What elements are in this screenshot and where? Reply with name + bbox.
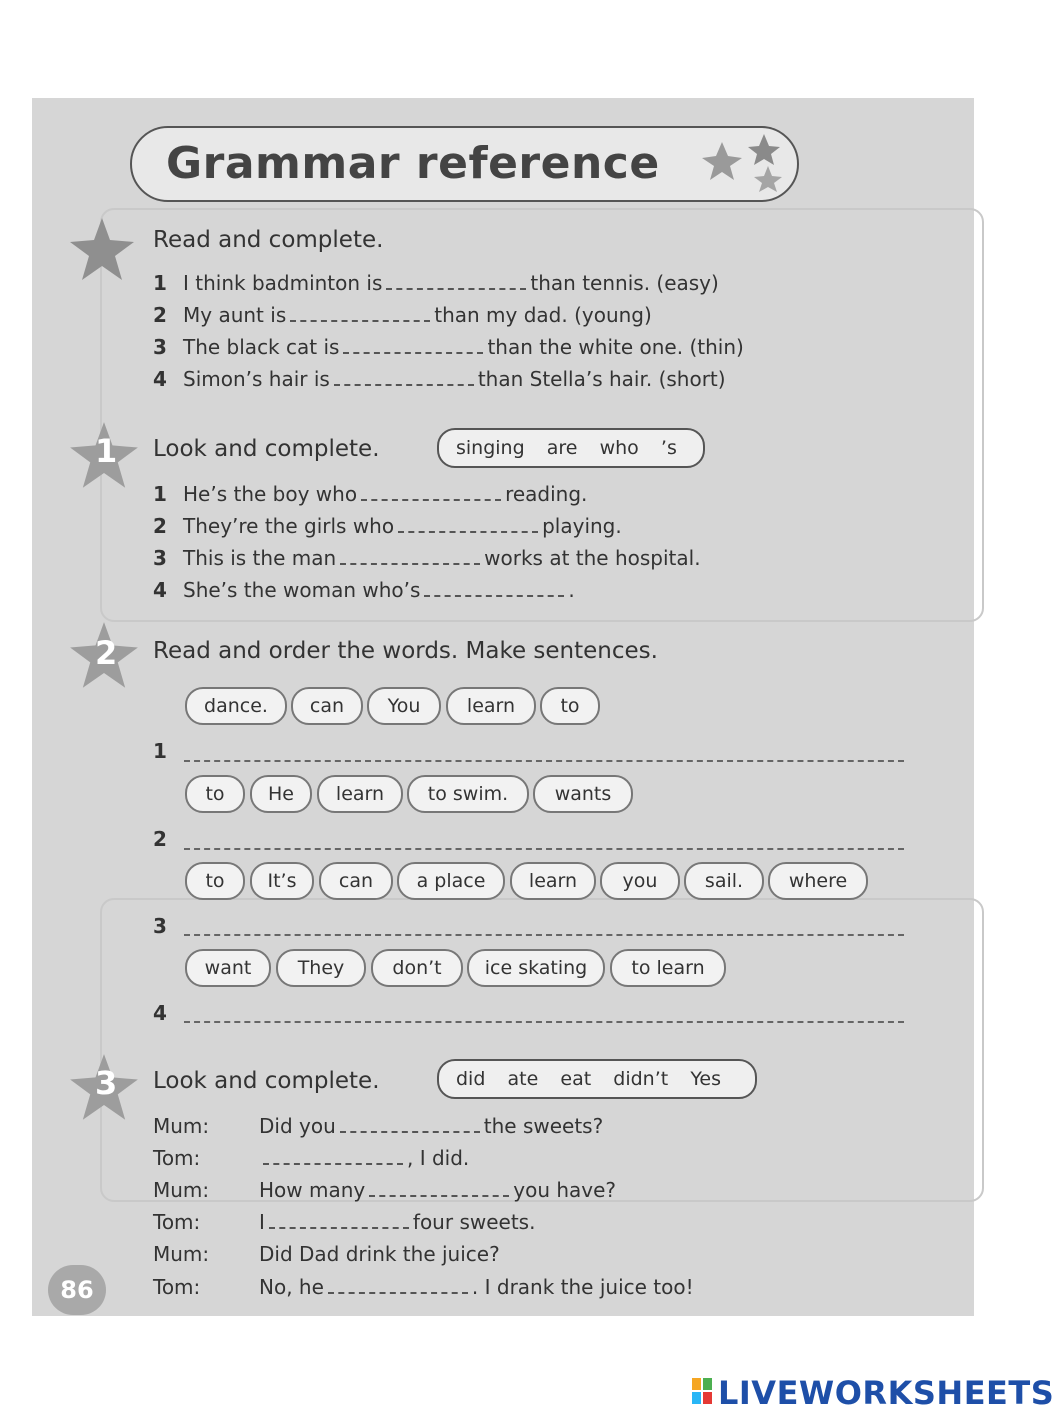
word-bank-item: ate	[507, 1068, 539, 1090]
word-tile[interactable]: learn	[446, 687, 536, 725]
answer-number: 4	[153, 1001, 167, 1025]
answer-blank[interactable]	[334, 370, 474, 386]
liveworksheets-logo-icon	[692, 1378, 712, 1404]
answer-line[interactable]	[184, 932, 904, 936]
answer-line[interactable]	[184, 1019, 904, 1023]
section-heading: Look and complete.	[153, 436, 380, 462]
dialogue-line: Mum: Did you the sweets?	[153, 1114, 604, 1138]
word-tile[interactable]: to learn	[610, 949, 726, 987]
dialogue-line: Mum: How many you have?	[153, 1178, 617, 1202]
word-tile[interactable]: to swim.	[407, 775, 529, 813]
answer-blank[interactable]	[340, 1117, 480, 1133]
word-tile[interactable]: to	[185, 862, 245, 900]
word-tile[interactable]: He	[250, 775, 312, 813]
word-tile[interactable]: where	[768, 862, 868, 900]
word-tile[interactable]: wants	[533, 775, 633, 813]
word-tile[interactable]: learn	[510, 862, 596, 900]
exercise-item: 2 They’re the girls who playing.	[153, 514, 622, 538]
word-bank-item: Yes	[690, 1068, 721, 1090]
word-tile[interactable]: sail.	[684, 862, 764, 900]
star-icon	[68, 216, 136, 284]
stars-icon	[692, 128, 802, 200]
word-bank-item: are	[546, 437, 578, 459]
exercise-item: 2 My aunt is than my dad. (young)	[153, 303, 652, 327]
answer-blank[interactable]	[328, 1278, 468, 1294]
answer-blank[interactable]	[361, 485, 501, 501]
dialogue-line: Tom: , I did.	[153, 1146, 470, 1170]
word-tile[interactable]: dance.	[185, 687, 287, 725]
page-title: Grammar reference	[166, 138, 660, 189]
section-heading: Read and order the words. Make sentences.	[153, 638, 658, 664]
answer-blank[interactable]	[424, 581, 564, 597]
answer-blank[interactable]	[340, 549, 480, 565]
answer-number: 1	[153, 739, 167, 763]
answer-blank[interactable]	[269, 1213, 409, 1229]
word-tile[interactable]: don’t	[371, 949, 463, 987]
section-number: 3	[95, 1064, 118, 1102]
word-bank-item: ’s	[660, 437, 677, 459]
exercise-item: 4 She’s the woman who’s .	[153, 578, 575, 602]
word-bank-item: singing	[456, 437, 525, 459]
word-bank-item: eat	[560, 1068, 592, 1090]
page-number: 86	[48, 1265, 106, 1315]
word-tile[interactable]: They	[276, 949, 366, 987]
word-tile[interactable]: learn	[317, 775, 403, 813]
brand-name[interactable]: LIVEWORKSHEETS	[718, 1374, 1054, 1412]
word-tile[interactable]: can	[319, 862, 393, 900]
worksheet-page	[32, 98, 974, 1316]
exercise-item: 4 Simon’s hair is than Stella’s hair. (short)	[153, 367, 726, 391]
answer-blank[interactable]	[369, 1181, 509, 1197]
answer-blank[interactable]	[386, 274, 526, 290]
word-tile[interactable]: you	[600, 862, 680, 900]
word-tile[interactable]: a place	[397, 862, 505, 900]
section-number: 1	[95, 432, 118, 470]
dialogue-line: Tom: I four sweets.	[153, 1210, 536, 1234]
answer-blank[interactable]	[343, 338, 483, 354]
answer-line[interactable]	[184, 846, 904, 850]
exercise-item: 3 This is the man works at the hospital.	[153, 546, 701, 570]
word-bank-item: didn’t	[613, 1068, 669, 1090]
dialogue-line: Mum: Did Dad drink the juice?	[153, 1242, 500, 1266]
word-tile[interactable]: ice skating	[467, 949, 605, 987]
word-tile[interactable]: It’s	[250, 862, 314, 900]
answer-line[interactable]	[184, 758, 904, 762]
answer-blank[interactable]	[398, 517, 538, 533]
section-heading: Look and complete.	[153, 1068, 380, 1094]
word-bank	[437, 428, 705, 468]
section-heading: Read and complete.	[153, 227, 384, 253]
section-number: 2	[95, 634, 118, 672]
dialogue-line: Tom: No, he . I drank the juice too!	[153, 1275, 694, 1299]
word-bank	[437, 1059, 757, 1099]
answer-blank[interactable]	[290, 306, 430, 322]
answer-number: 3	[153, 914, 167, 938]
word-bank-item: did	[456, 1068, 486, 1090]
exercise-item: 1 I think badminton is than tennis. (easy)	[153, 271, 719, 295]
word-tile[interactable]: to	[540, 687, 600, 725]
exercise-item: 3 The black cat is than the white one. (thin)	[153, 335, 744, 359]
word-tile[interactable]: want	[185, 949, 271, 987]
exercise-item: 1 He’s the boy who reading.	[153, 482, 588, 506]
word-tile[interactable]: You	[367, 687, 441, 725]
word-tile[interactable]: to	[185, 775, 245, 813]
word-tile[interactable]: can	[291, 687, 363, 725]
title-banner	[130, 126, 799, 202]
answer-blank[interactable]	[263, 1149, 403, 1165]
answer-number: 2	[153, 827, 167, 851]
word-bank-item: who	[599, 437, 639, 459]
